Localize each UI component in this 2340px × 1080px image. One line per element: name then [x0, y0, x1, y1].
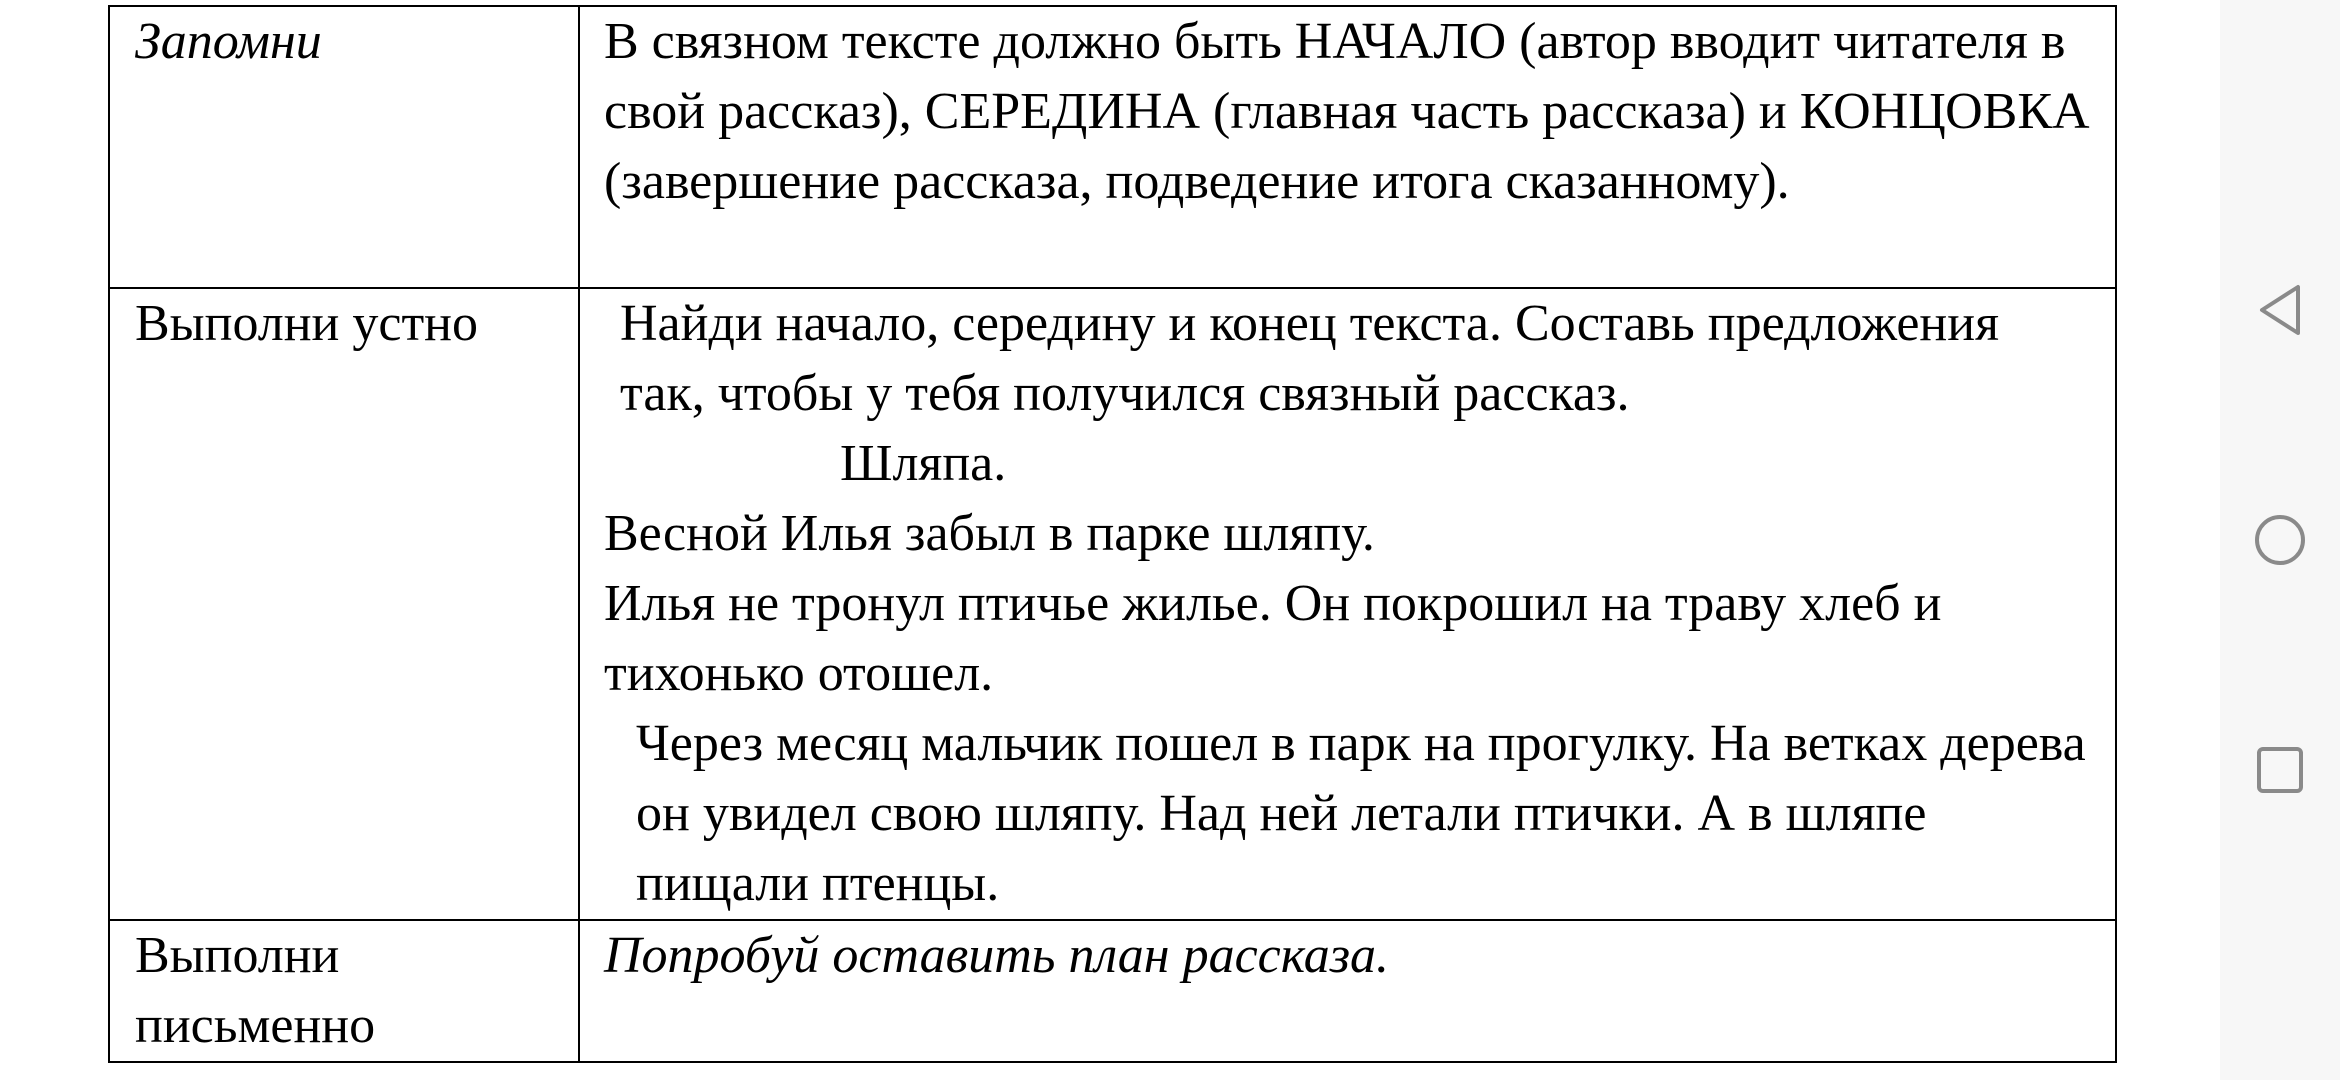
table-row-written-task [109, 920, 2116, 1062]
lesson-table [108, 5, 2117, 1063]
written-task-text: Попробуй оставить план рассказа. [604, 927, 1390, 984]
navigation-bar [2220, 0, 2340, 1080]
oral-task-instruction: Найди начало, середину и конец текста. Составь предложения так, чтобы у тебя получился связный рассказ. [620, 295, 1999, 422]
recents-button[interactable] [2250, 740, 2310, 800]
table-row-remember [109, 6, 2116, 288]
home-button[interactable] [2250, 510, 2310, 570]
story-title: Шляпа. [840, 435, 1007, 492]
row-label-remember: Запомни [109, 6, 579, 288]
remember-text: В связном тексте должно быть НАЧАЛО (автор вводит читателя в свой рассказ), СЕРЕДИНА (главная часть рассказа) и КОНЦОВКА (завершение рассказа, подведение итога сказанному). [604, 13, 2090, 210]
table-row-oral-task [109, 288, 2116, 920]
story-sentence-2: Илья не тронул птичье жилье. Он покрошил на траву хлеб и тихонько отошел. [604, 575, 1942, 702]
back-button[interactable] [2250, 280, 2310, 340]
row-content-remember [579, 6, 2116, 288]
row-label-oral-task: Выполни устно [109, 288, 579, 920]
story-sentence-1: Весной Илья забыл в парке шляпу. [604, 505, 1375, 562]
back-triangle-icon [2258, 284, 2302, 336]
row-content-written-task [579, 920, 2116, 1062]
story-sentence-3: Через месяц мальчик пошел в парк на прогулку. На ветках дерева он увидел свою шляпу. Над ней летали птички. А в шляпе пищали птенцы. [636, 715, 2086, 912]
home-circle-icon [2253, 513, 2307, 567]
row-content-oral-task [579, 288, 2116, 920]
recents-square-icon [2255, 745, 2305, 795]
row-label-written-task: Выполни письменно [109, 920, 579, 1062]
